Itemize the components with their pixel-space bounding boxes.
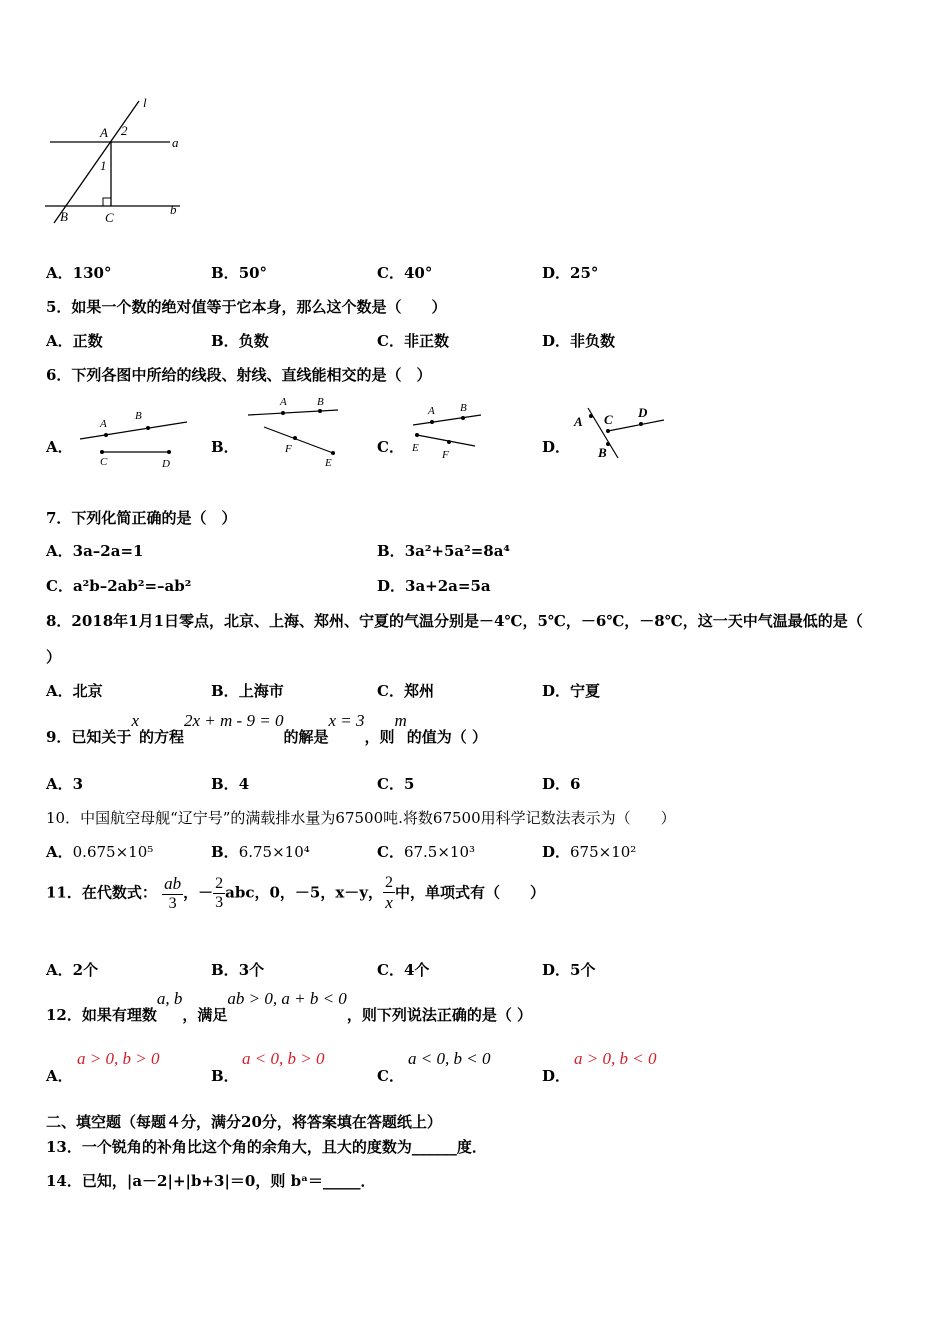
q12-option-b-text[interactable]: a < 0, b > 0: [242, 1049, 325, 1068]
q6-figure-d: [568, 398, 673, 463]
q12-option-d-text[interactable]: a > 0, b < 0: [574, 1049, 657, 1068]
q6-option-b-label[interactable]: B．: [211, 438, 239, 456]
q9-option-b[interactable]: B．4: [211, 775, 250, 793]
q6-figure-a: [75, 405, 195, 475]
q4-geometry-figure: [40, 95, 190, 230]
svg-text:A: A: [428, 405, 435, 417]
q8-option-a[interactable]: A．北京: [46, 682, 103, 700]
q9-option-d[interactable]: D．6: [542, 775, 581, 793]
q8-option-b[interactable]: B．上海市: [211, 682, 284, 700]
q6-option-d-label[interactable]: D．: [542, 438, 571, 456]
q4-option-c[interactable]: C．40°: [377, 264, 433, 282]
q10-option-b[interactable]: B．6.75×10⁴: [211, 843, 310, 861]
q11-option-b[interactable]: B．3个: [211, 961, 265, 979]
q10-option-d[interactable]: D．675×10²: [542, 843, 637, 861]
q12-option-c-text[interactable]: a < 0, b < 0: [408, 1049, 491, 1068]
svg-text:C: C: [604, 412, 613, 427]
svg-text:E: E: [325, 457, 332, 469]
svg-text:A: A: [280, 396, 287, 408]
q5-option-c[interactable]: C．非正数: [377, 332, 449, 350]
q9-stem: 9．已知关于x的方程2x + m - 9 = 0的解是x = 3，则m的值为（ ）: [46, 711, 488, 746]
q5-option-a[interactable]: A．正数: [46, 332, 103, 350]
q4-label-2: 2: [121, 123, 128, 138]
q14-stem: 14．已知，|a－2|+|b+3|＝0，则 bᵃ＝_____．: [46, 1172, 376, 1190]
q12-stem: 12．如果有理数a, b，满足ab > 0, a + b < 0，则下列说法正确的是（ ）: [46, 989, 533, 1024]
q10-stem: 10．中国航空母舰“辽宁号”的满载排水量为67500吨.将数67500用科学记数法表示为（ ）: [46, 809, 676, 827]
q5-option-b[interactable]: B．负数: [211, 332, 269, 350]
svg-text:B: B: [598, 445, 607, 460]
svg-text:B: B: [135, 410, 142, 422]
q10-option-c[interactable]: C．67.5×10³: [377, 843, 476, 861]
q4-label-a: a: [172, 135, 179, 150]
q7-option-c[interactable]: C．a²b–2ab²=–ab²: [46, 577, 192, 595]
q6-figure-b: [245, 393, 345, 473]
q11-stem: 11．在代数式： $\frac{ab}{3}$ ，－ $\frac{2}{3}$ abc，0，－5，x－y， $\frac{2}{x}$ 中，单项式有（ ）: [46, 874, 546, 912]
q11-option-a[interactable]: A．2个: [46, 961, 99, 979]
svg-text:A: A: [100, 418, 107, 430]
q13-stem: 13．一个锐角的补角比这个角的余角大，且大的度数为______度．: [46, 1138, 487, 1156]
svg-text:D: D: [162, 458, 170, 470]
q4-label-l: l: [143, 95, 147, 110]
q6-option-a-label[interactable]: A．: [46, 438, 73, 456]
section2-title: 二、填空题（每题４分，满分20分，将答案填在答题纸上）: [46, 1113, 442, 1131]
q4-label-1: 1: [100, 158, 107, 173]
q5-stem: 5．如果一个数的绝对值等于它本身，那么这个数是（ ）: [46, 298, 447, 316]
q8-option-d[interactable]: D．宁夏: [542, 682, 601, 700]
q11-option-c[interactable]: C．4个: [377, 961, 430, 979]
q7-option-b[interactable]: B．3a²+5a²=8a⁴: [377, 542, 511, 560]
q7-option-d[interactable]: D．3a+2a=5a: [377, 577, 491, 595]
q8-stem-line2: ）: [46, 648, 62, 666]
q12-option-d-label[interactable]: D．: [542, 1067, 571, 1085]
q8-stem-line1: 8．2018年1月1日零点，北京、上海、郑州、宁夏的气温分别是－4℃，5℃，－6℃，－8℃，这一天中气温最低的是（: [46, 612, 863, 630]
q4-option-d[interactable]: D．25°: [542, 264, 599, 282]
q5-option-d[interactable]: D．非负数: [542, 332, 616, 350]
q4-label-C: C: [105, 210, 114, 225]
svg-text:C: C: [100, 456, 108, 468]
q9-option-c[interactable]: C．5: [377, 775, 415, 793]
svg-text:B: B: [317, 396, 324, 408]
q11-fraction-ab-3: $\frac{ab}{3}$: [164, 874, 182, 912]
svg-text:F: F: [285, 443, 292, 455]
q12-option-a-text[interactable]: a > 0, b > 0: [77, 1049, 160, 1068]
q4-option-b[interactable]: B．50°: [211, 264, 268, 282]
q10-option-a[interactable]: A．0.675×10⁵: [46, 843, 154, 861]
q8-option-c[interactable]: C．郑州: [377, 682, 434, 700]
svg-text:F: F: [442, 449, 449, 461]
q11-option-d[interactable]: D．5个: [542, 961, 596, 979]
q12-option-b-label[interactable]: B．: [211, 1067, 239, 1085]
q6-figure-c: [405, 400, 495, 465]
q6-stem: 6．下列各图中所给的线段、射线、直线能相交的是（ ）: [46, 366, 432, 384]
q12-option-a-label[interactable]: A．: [46, 1067, 73, 1085]
q4-label-b: b: [170, 202, 177, 217]
svg-text:D: D: [638, 405, 648, 420]
svg-text:B: B: [460, 402, 467, 414]
q9-option-a[interactable]: A．3: [46, 775, 84, 793]
q6-option-c-label[interactable]: C．: [377, 438, 404, 456]
q4-label-B: B: [60, 209, 68, 224]
svg-text:A: A: [574, 414, 583, 429]
q4-option-a[interactable]: A．130°: [46, 264, 112, 282]
q7-stem: 7．下列化简正确的是（ ）: [46, 509, 237, 527]
svg-text:E: E: [412, 442, 419, 454]
q7-option-a[interactable]: A．3a–2a=1: [46, 542, 144, 560]
q11-fraction-2-x: $\frac{2}{x}$: [385, 874, 393, 912]
q11-fraction-2-3: $\frac{2}{3}$: [215, 875, 224, 911]
q12-option-c-label[interactable]: C．: [377, 1067, 404, 1085]
q4-label-A: A: [100, 125, 108, 140]
